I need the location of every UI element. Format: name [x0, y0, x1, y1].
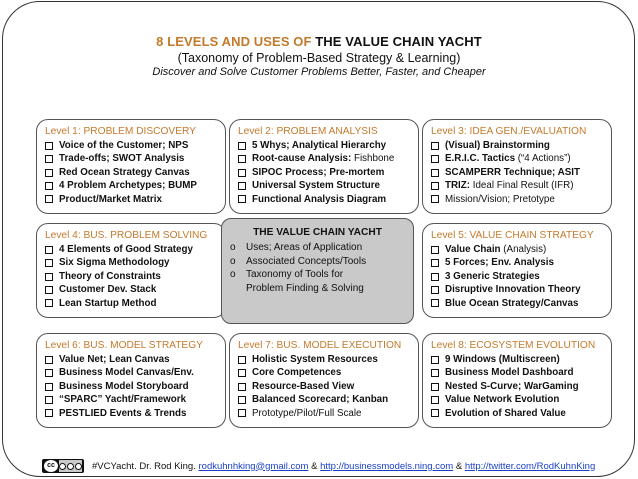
checkbox-icon — [45, 286, 53, 294]
list-item-text — [252, 353, 378, 366]
list-item — [45, 283, 217, 296]
list-item-bold: Resource-Based View — [252, 380, 355, 392]
list-item — [45, 166, 217, 179]
checkbox-icon — [45, 396, 53, 404]
list-item-bold: 3 Generic Strategies — [445, 270, 540, 282]
list-item — [238, 353, 410, 366]
footer — [42, 459, 595, 473]
list-item-text — [445, 179, 573, 192]
footer-sep: & — [308, 460, 321, 472]
level-title: Level 3: IDEA GEN./EVALUATION — [431, 126, 587, 137]
level-title: Level 4: BUS. PROBLEM SOLVING — [45, 230, 208, 241]
list-item-text — [59, 179, 197, 192]
list-item-bold: Product/Market Matrix — [59, 193, 162, 205]
list-item-text — [445, 193, 555, 206]
list-item-bold: Blue Ocean Strategy/Canvas — [445, 297, 579, 309]
level-box — [229, 333, 419, 428]
list-item-plain: (“4 Actions”) — [515, 153, 571, 165]
checkbox-icon — [238, 142, 246, 150]
list-item — [238, 380, 410, 393]
level-box — [422, 223, 612, 318]
list-item — [431, 139, 603, 152]
subtitle: (Taxonomy of Problem-Based Strategy & Learning) — [177, 51, 461, 65]
list-item-text — [252, 179, 380, 192]
list-item-bold: Lean Startup Method — [59, 297, 157, 309]
list-item — [431, 366, 603, 379]
list-item-bold: Six Sigma Methodology — [59, 257, 170, 269]
tagline: Discover and Solve Customer Problems Better, Faster, and Cheaper — [152, 66, 486, 78]
list-item-text — [445, 166, 580, 179]
list-item-plain: (Analysis) — [500, 244, 547, 255]
checkbox-icon — [238, 369, 246, 377]
list-item-bold: 4 Elements of Good Strategy — [59, 244, 193, 255]
checkbox-icon — [431, 409, 439, 417]
list-item — [45, 179, 217, 192]
checkbox-icon — [45, 369, 53, 377]
checkbox-icon — [431, 182, 439, 190]
list-item-text — [59, 166, 190, 179]
list-item-bold: Customer Dev. Stack — [59, 284, 157, 296]
list-item — [431, 166, 603, 179]
list-item-bold: SCAMPERR Technique; ASIT — [445, 166, 580, 178]
list-item — [238, 407, 410, 420]
list-item — [45, 380, 217, 393]
checkbox-icon — [431, 396, 439, 404]
list-item-bold: PESTLIED Events & Trends — [59, 407, 187, 419]
checkbox-icon — [45, 142, 53, 150]
list-item-text — [252, 407, 361, 420]
list-item-bold: Value Net; Lean Canvas — [59, 354, 170, 365]
list-item-bold: Value Chain — [445, 244, 501, 255]
list-item-text — [59, 152, 184, 165]
list-item — [238, 166, 410, 179]
center-item — [230, 268, 405, 282]
level-box — [36, 223, 226, 318]
level-title: Level 5: VALUE CHAIN STRATEGY — [431, 230, 594, 241]
list-item — [431, 393, 603, 406]
checkbox-icon — [238, 155, 246, 163]
checkbox-icon — [431, 286, 439, 294]
list-item-bold: Theory of Constraints — [59, 270, 161, 282]
list-item-text — [59, 353, 170, 366]
list-item-bold: Business Model Dashboard — [445, 367, 574, 379]
checkbox-icon — [431, 273, 439, 281]
list-item-text — [59, 270, 161, 283]
website-link[interactable]: http://businessmodels.ning.com — [320, 460, 454, 472]
checkbox-icon — [238, 195, 246, 203]
list-item-bold: 5 Whys; Analytical Hierarchy — [252, 140, 387, 151]
list-item-text — [59, 139, 188, 152]
bullet-spacer — [230, 282, 246, 296]
checkbox-icon — [238, 383, 246, 391]
level-title: Level 2: PROBLEM ANALYSIS — [238, 126, 378, 137]
level-box — [229, 119, 419, 214]
list-item-text — [445, 366, 573, 379]
footer-prefix: #VCYacht. Dr. Rod King. — [92, 460, 199, 472]
footer-sep: & — [453, 460, 465, 472]
list-item — [238, 152, 410, 165]
list-item-text — [59, 297, 156, 310]
list-item-bold: Trade-offs; SWOT Analysis — [59, 153, 185, 165]
list-item-bold: Root-cause Analysis: — [252, 153, 352, 165]
list-item — [431, 353, 603, 366]
list-item-bold: Voice of the Customer; NPS — [59, 140, 189, 151]
list-item-text — [59, 407, 186, 420]
list-item-text — [252, 366, 341, 379]
list-item — [45, 393, 217, 406]
list-item — [431, 297, 603, 310]
level-box — [422, 119, 612, 214]
list-item — [431, 270, 603, 283]
checkbox-icon — [431, 169, 439, 177]
list-item-text — [252, 393, 388, 406]
page-title — [0, 34, 638, 49]
list-item-bold: Core Competences — [252, 367, 342, 379]
header — [0, 34, 638, 78]
list-item-text — [445, 380, 579, 393]
list-item — [238, 139, 410, 152]
list-item-bold: E.R.I.C. Tactics — [445, 153, 516, 165]
center-item — [230, 282, 405, 296]
list-item-text — [445, 152, 571, 165]
center-item-text: Taxonomy of Tools for — [246, 269, 344, 281]
level-box — [36, 119, 226, 214]
list-item-text — [59, 193, 162, 206]
checkbox-icon — [431, 383, 439, 391]
level-title: Level 7: BUS. MODEL EXECUTION — [238, 340, 402, 351]
checkbox-icon — [45, 273, 53, 281]
checkbox-icon — [431, 155, 439, 163]
license-icons — [59, 460, 82, 472]
checkbox-icon — [45, 195, 53, 203]
level-box — [36, 333, 226, 428]
list-item — [238, 179, 410, 192]
list-item — [45, 407, 217, 420]
checkbox-icon — [45, 169, 53, 177]
list-item — [431, 152, 603, 165]
list-item-plain: Mission/Vision; Pretotype — [445, 193, 555, 205]
list-item-text — [252, 152, 394, 165]
cc-logo-icon: cc — [44, 460, 58, 472]
list-item-bold: Business Model Storyboard — [59, 380, 189, 392]
list-item — [431, 380, 603, 393]
list-item-plain: Ideal Final Result (IFR) — [470, 180, 574, 192]
list-item — [431, 243, 603, 256]
list-item-bold: Red Ocean Strategy Canvas — [59, 166, 190, 178]
list-item-text — [445, 283, 581, 296]
checkbox-icon — [45, 246, 53, 254]
level-item-list — [431, 243, 603, 310]
bullet-icon: o — [230, 269, 236, 281]
checkbox-icon — [431, 246, 439, 254]
checkbox-icon — [45, 356, 53, 364]
list-item-text — [445, 270, 540, 283]
checkbox-icon — [45, 182, 53, 190]
list-item-bold: 5 Forces; Env. Analysis — [445, 257, 554, 269]
list-item — [45, 139, 217, 152]
list-item-bold: Evolution of Shared Value — [445, 407, 566, 419]
list-item-plain: Fishbone — [351, 153, 395, 165]
checkbox-icon — [238, 182, 246, 190]
list-item-text — [59, 243, 193, 256]
level-item-list — [431, 139, 603, 206]
level-item-list — [45, 243, 217, 310]
checkbox-icon — [45, 259, 53, 267]
list-item — [238, 393, 410, 406]
list-item-bold: 9 Windows (Multiscreen) — [445, 354, 560, 365]
list-item — [45, 270, 217, 283]
level-item-list — [45, 353, 217, 420]
list-item-text — [445, 243, 546, 256]
level-title: Level 8: ECOSYSTEM EVOLUTION — [431, 340, 596, 351]
checkbox-icon — [431, 195, 439, 203]
list-item — [45, 297, 217, 310]
checkbox-icon — [238, 396, 246, 404]
list-item-bold: TRIZ: — [445, 180, 471, 192]
sa-icon — [75, 463, 82, 470]
list-item-text — [445, 393, 559, 406]
footer-text — [92, 461, 595, 472]
creative-commons-badge[interactable] — [42, 459, 84, 473]
list-item-bold: Disruptive Innovation Theory — [445, 284, 581, 296]
center-list — [230, 241, 405, 295]
list-item-text — [59, 393, 186, 406]
title-orange-part: 8 LEVELS AND USES OF — [156, 34, 316, 49]
checkbox-icon — [45, 299, 53, 307]
nc-icon — [67, 463, 74, 470]
level-item-list — [238, 139, 410, 206]
list-item — [45, 243, 217, 256]
list-item — [45, 256, 217, 269]
list-item-text — [252, 139, 386, 152]
list-item-text — [445, 297, 578, 310]
list-item — [431, 283, 603, 296]
level-item-list — [45, 139, 217, 206]
list-item-bold: Holistic System Resources — [252, 354, 378, 365]
list-item — [45, 353, 217, 366]
checkbox-icon — [45, 409, 53, 417]
list-item — [431, 256, 603, 269]
list-item-text — [445, 407, 566, 420]
checkbox-icon — [431, 356, 439, 364]
level-title: Level 1: PROBLEM DISCOVERY — [45, 126, 196, 137]
list-item — [431, 407, 603, 420]
center-item-text: Uses; Areas of Application — [246, 242, 363, 253]
center-title: THE VALUE CHAIN YACHT — [253, 227, 382, 238]
level-item-list — [431, 353, 603, 420]
list-item-bold: (Visual) Brainstorming — [445, 140, 550, 151]
center-item-text: Associated Concepts/Tools — [246, 255, 367, 267]
checkbox-icon — [238, 409, 246, 417]
list-item-bold: “SPARC” Yacht/Framework — [59, 394, 187, 406]
list-item-text — [252, 380, 354, 393]
list-item — [238, 366, 410, 379]
list-item-text — [59, 283, 156, 296]
list-item-text — [252, 193, 386, 206]
list-item-text — [252, 166, 384, 179]
list-item-bold: SIPOC Process; Pre-mortem — [252, 166, 385, 178]
list-item-plain: Prototype/Pilot/Full Scale — [252, 407, 362, 419]
center-item — [230, 255, 405, 269]
list-item — [238, 193, 410, 206]
list-item-text — [445, 256, 554, 269]
level-box — [422, 333, 612, 428]
by-icon — [59, 463, 66, 470]
list-item-bold: Nested S-Curve; WarGaming — [445, 380, 579, 392]
center-box — [221, 218, 414, 324]
checkbox-icon — [45, 383, 53, 391]
list-item — [431, 179, 603, 192]
checkbox-icon — [238, 356, 246, 364]
list-item — [431, 193, 603, 206]
center-item-text: Problem Finding & Solving — [246, 282, 364, 294]
center-item — [230, 241, 405, 255]
list-item-bold: Balanced Scorecard; Kanban — [252, 394, 389, 406]
list-item — [45, 152, 217, 165]
list-item-text — [59, 366, 194, 379]
checkbox-icon — [431, 369, 439, 377]
list-item-text — [445, 353, 560, 366]
bullet-icon: o — [230, 242, 236, 253]
level-item-list — [238, 353, 410, 420]
list-item — [45, 366, 217, 379]
checkbox-icon — [431, 142, 439, 150]
title-dark-part: THE VALUE CHAIN YACHT — [315, 34, 482, 49]
checkbox-icon — [431, 259, 439, 267]
list-item-text — [445, 139, 550, 152]
bullet-icon: o — [230, 255, 236, 267]
checkbox-icon — [45, 155, 53, 163]
list-item-bold: 4 Problem Archetypes; BUMP — [59, 180, 197, 192]
list-item-bold: Universal System Structure — [252, 180, 380, 192]
list-item-text — [59, 256, 170, 269]
list-item-bold: Business Model Canvas/Env. — [59, 367, 194, 379]
checkbox-icon — [238, 169, 246, 177]
list-item-bold: Functional Analysis Diagram — [252, 193, 387, 205]
list-item — [45, 193, 217, 206]
twitter-link[interactable]: http://twitter.com/RodKuhnKing — [464, 460, 596, 472]
level-title: Level 6: BUS. MODEL STRATEGY — [45, 340, 203, 351]
checkbox-icon — [431, 299, 439, 307]
list-item-bold: Value Network Evolution — [445, 394, 560, 406]
email-link[interactable]: rodkuhnhking@gmail.com — [198, 460, 309, 472]
list-item-text — [59, 380, 189, 393]
